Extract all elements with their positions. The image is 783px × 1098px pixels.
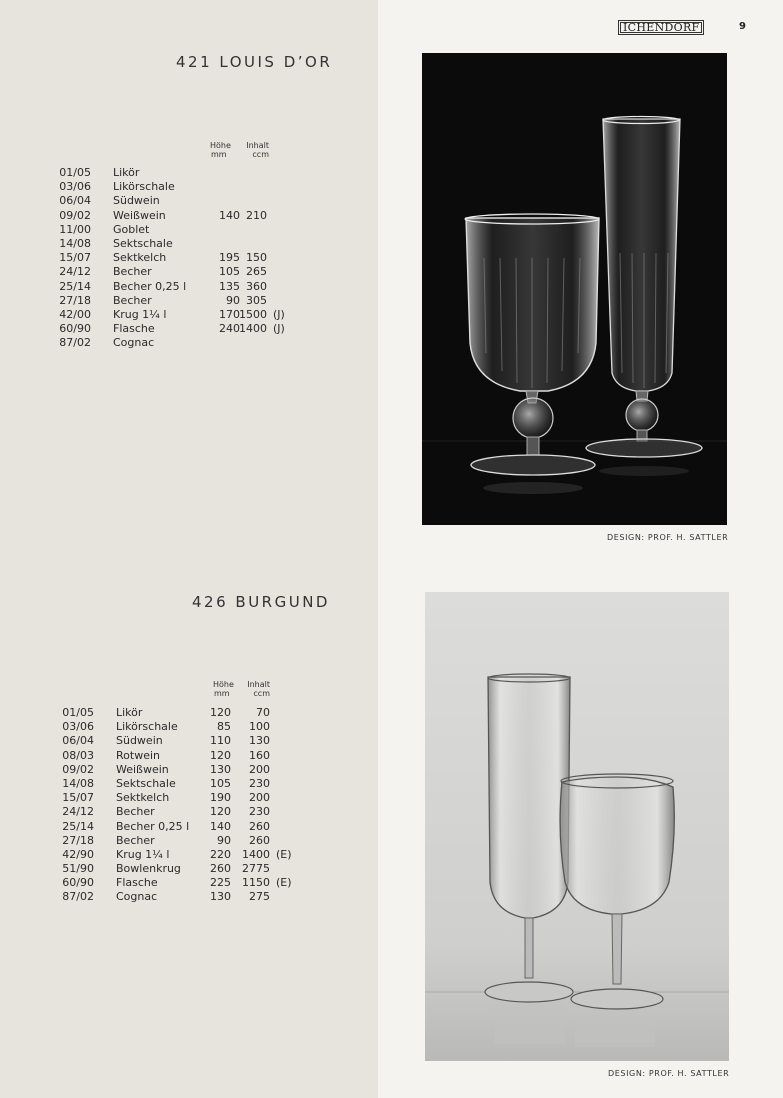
item-volume: 265 bbox=[246, 265, 267, 279]
item-height: 120 bbox=[210, 706, 231, 719]
item-volume: 275 bbox=[249, 890, 270, 904]
item-code: 14/08 bbox=[62, 776, 94, 790]
volume-label: Inhalt bbox=[246, 141, 269, 150]
item-code: 25/14 bbox=[62, 819, 94, 833]
item-volume: 200 bbox=[249, 762, 270, 776]
volume-unit: ccm bbox=[253, 689, 270, 698]
burgund-height-header bbox=[213, 680, 234, 698]
item-height: 195 bbox=[219, 251, 240, 265]
louis-glass-image bbox=[422, 53, 727, 525]
item-volume: 1400 bbox=[239, 322, 267, 336]
item-code: 01/05 bbox=[62, 706, 94, 719]
height-label: Höhe bbox=[213, 680, 234, 689]
burgund-photo bbox=[425, 592, 729, 1061]
item-code: 24/12 bbox=[62, 805, 94, 819]
item-code: 51/90 bbox=[62, 862, 94, 876]
item-name: Weißwein bbox=[113, 208, 166, 222]
item-code: 60/90 bbox=[59, 322, 91, 336]
item-name: Becher bbox=[116, 805, 155, 819]
item-code: 06/04 bbox=[62, 734, 94, 748]
item-name: Südwein bbox=[116, 734, 163, 748]
item-volume: 2775 bbox=[242, 862, 270, 876]
item-code: 08/03 bbox=[62, 748, 94, 762]
item-note: (E) bbox=[276, 847, 292, 861]
item-code: 27/18 bbox=[59, 293, 91, 307]
item-name: Flasche bbox=[113, 322, 155, 336]
item-code: 09/02 bbox=[59, 208, 91, 222]
item-code: 03/06 bbox=[62, 720, 94, 734]
item-volume: 1400 bbox=[242, 847, 270, 861]
item-height: 110 bbox=[210, 734, 231, 748]
item-height: 140 bbox=[210, 819, 231, 833]
item-volume: 230 bbox=[249, 805, 270, 819]
item-height: 260 bbox=[210, 862, 231, 876]
item-height: 105 bbox=[210, 776, 231, 790]
item-name: Südwein bbox=[113, 194, 160, 208]
burgund-volume-header bbox=[244, 680, 270, 698]
item-name: Cognac bbox=[116, 890, 158, 904]
item-code: 60/90 bbox=[62, 876, 94, 890]
item-code: 87/02 bbox=[62, 890, 94, 904]
item-name: Becher 0,25 l bbox=[113, 279, 187, 293]
volume-unit: ccm bbox=[252, 150, 269, 159]
burgund-title: 426 BURGUND bbox=[192, 593, 330, 611]
louis-design-credit: DESIGN: PROF. H. SATTLER bbox=[607, 533, 729, 542]
volume-label: Inhalt bbox=[247, 680, 270, 689]
item-note: (J) bbox=[273, 307, 285, 321]
item-name: Sektschale bbox=[116, 776, 176, 790]
item-note: (E) bbox=[276, 876, 292, 890]
item-volume: 130 bbox=[249, 734, 270, 748]
item-name: Likörschale bbox=[113, 180, 175, 194]
item-name: Likör bbox=[113, 166, 140, 179]
item-volume: 260 bbox=[249, 833, 270, 847]
item-height: 140 bbox=[219, 208, 240, 222]
item-height: 120 bbox=[210, 748, 231, 762]
item-name: Cognac bbox=[113, 336, 155, 350]
item-height: 170 bbox=[219, 307, 240, 321]
item-height: 105 bbox=[219, 265, 240, 279]
item-height: 220 bbox=[210, 847, 231, 861]
item-name: Sektschale bbox=[113, 236, 173, 250]
left-panel bbox=[0, 0, 378, 1098]
item-code: 42/00 bbox=[59, 307, 91, 321]
item-height: 85 bbox=[217, 720, 231, 734]
item-code: 11/00 bbox=[59, 222, 91, 236]
brand-logo bbox=[618, 20, 704, 35]
louis-volume-header bbox=[243, 141, 269, 159]
burgund-glass-image bbox=[425, 592, 729, 1061]
item-name: Krug 1¼ l bbox=[113, 307, 167, 321]
item-code: 42/90 bbox=[62, 847, 94, 861]
item-code: 06/04 bbox=[59, 194, 91, 208]
item-volume: 1500 bbox=[239, 307, 267, 321]
item-note: (J) bbox=[273, 322, 285, 336]
height-unit: mm bbox=[211, 150, 227, 159]
item-volume: 210 bbox=[246, 208, 267, 222]
item-volume: 70 bbox=[256, 706, 270, 719]
item-code: 14/08 bbox=[59, 236, 91, 250]
item-name: Sektkelch bbox=[113, 251, 167, 265]
item-height: 130 bbox=[210, 762, 231, 776]
item-height: 90 bbox=[226, 293, 240, 307]
item-code: 01/05 bbox=[59, 166, 91, 179]
item-name: Weißwein bbox=[116, 762, 169, 776]
page-number: 9 bbox=[739, 21, 746, 32]
height-label: Höhe bbox=[210, 141, 231, 150]
louis-height-header bbox=[210, 141, 231, 159]
item-name: Becher bbox=[116, 833, 155, 847]
item-volume: 230 bbox=[249, 776, 270, 790]
item-volume: 305 bbox=[246, 293, 267, 307]
item-height: 190 bbox=[210, 791, 231, 805]
item-height: 120 bbox=[210, 805, 231, 819]
item-volume: 160 bbox=[249, 748, 270, 762]
item-height: 130 bbox=[210, 890, 231, 904]
item-name: Sektkelch bbox=[116, 791, 170, 805]
item-name: Rotwein bbox=[116, 748, 160, 762]
item-volume: 200 bbox=[249, 791, 270, 805]
item-name: Krug 1¼ l bbox=[116, 847, 170, 861]
item-code: 15/07 bbox=[62, 791, 94, 805]
item-code: 87/02 bbox=[59, 336, 91, 350]
item-code: 27/18 bbox=[62, 833, 94, 847]
item-volume: 260 bbox=[249, 819, 270, 833]
item-volume: 1150 bbox=[242, 876, 270, 890]
burgund-design-credit: DESIGN: PROF. H. SATTLER bbox=[608, 1069, 730, 1078]
item-height: 90 bbox=[217, 833, 231, 847]
item-code: 09/02 bbox=[62, 762, 94, 776]
item-height: 240 bbox=[219, 322, 240, 336]
item-volume: 150 bbox=[246, 251, 267, 265]
item-name: Likörschale bbox=[116, 720, 178, 734]
item-name: Becher bbox=[113, 293, 152, 307]
item-volume: 100 bbox=[249, 720, 270, 734]
height-unit: mm bbox=[214, 689, 230, 698]
item-name: Goblet bbox=[113, 222, 150, 236]
brand-text: ICHENDORF bbox=[623, 21, 700, 34]
item-code: 03/06 bbox=[59, 180, 91, 194]
item-volume: 360 bbox=[246, 279, 267, 293]
item-height: 135 bbox=[219, 279, 240, 293]
louis-title: 421 LOUIS D’OR bbox=[176, 53, 333, 71]
item-name: Likör bbox=[116, 706, 143, 719]
item-code: 25/14 bbox=[59, 279, 91, 293]
item-height: 225 bbox=[210, 876, 231, 890]
item-code: 24/12 bbox=[59, 265, 91, 279]
item-name: Becher 0,25 l bbox=[116, 819, 190, 833]
item-name: Flasche bbox=[116, 876, 158, 890]
item-name: Becher bbox=[113, 265, 152, 279]
item-name: Bowlenkrug bbox=[116, 862, 181, 876]
louis-photo bbox=[422, 53, 727, 525]
item-code: 15/07 bbox=[59, 251, 91, 265]
